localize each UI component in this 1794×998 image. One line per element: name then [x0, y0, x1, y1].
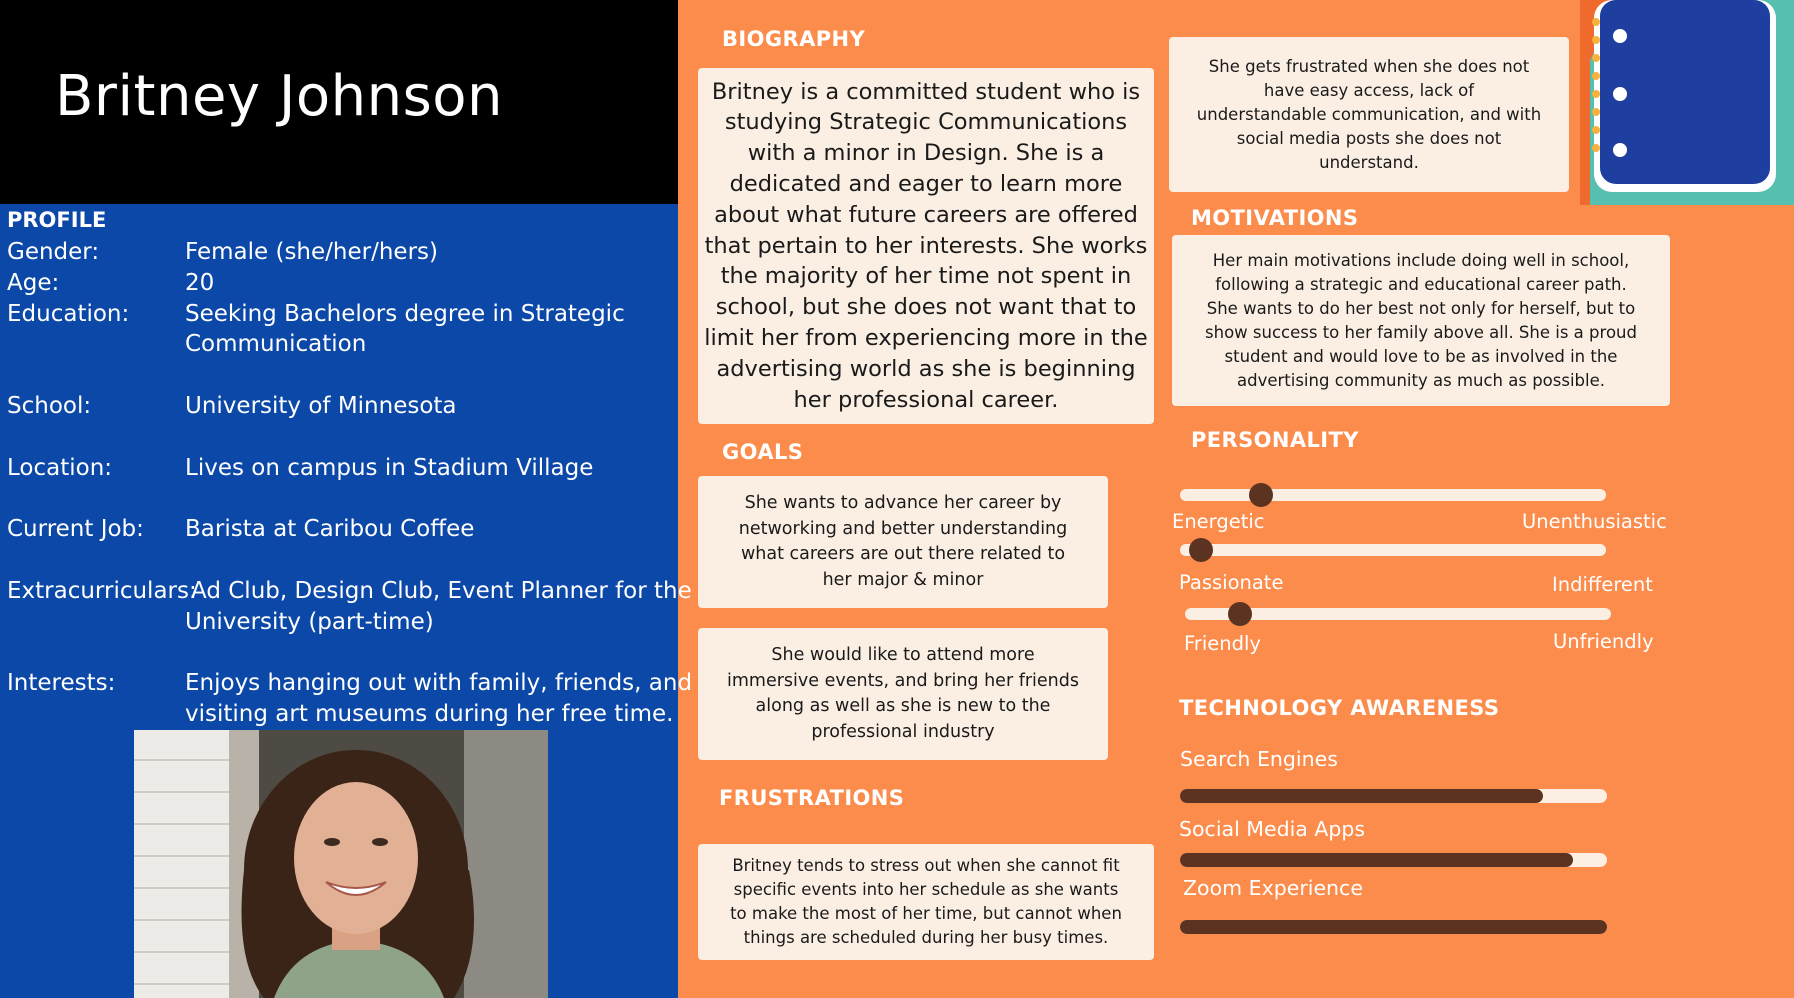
biography-line: limit her from experiencing more in the — [704, 324, 1148, 351]
tech-label-zoom: Zoom Experience — [1183, 876, 1363, 900]
trait-left-friendly: Friendly — [1184, 632, 1261, 655]
zoom-bar — [1180, 920, 1607, 934]
goals-heading: GOALS — [722, 440, 804, 464]
zoom-bar-fill — [1180, 920, 1607, 934]
frustration-line: to make the most of her time, but cannot when — [730, 904, 1122, 923]
biography-line: school, but she does not want that to — [715, 294, 1137, 321]
interests-value: Enjoys hanging out with family, friends, and — [185, 670, 693, 696]
gender-value: Female (she/her/hers) — [185, 239, 438, 265]
goal-line: her major & minor — [822, 569, 984, 590]
school-label: School: — [7, 393, 92, 419]
biography-line: dedicated and eager to learn more — [729, 171, 1123, 197]
biography-heading: BIOGRAPHY — [722, 27, 866, 51]
biography-line: advertising world as she is beginning — [716, 355, 1136, 382]
goal-card-2 — [698, 628, 1108, 760]
frustration-line: specific events into her schedule as she wants — [733, 880, 1119, 899]
extracurriculars-value: Ad Club, Design Club, Event Planner for the — [191, 578, 692, 604]
trait-left-passionate: Passionate — [1179, 571, 1284, 594]
biography-line: studying Strategic Communications — [724, 109, 1128, 136]
motivation-line: Her main motivations include doing well in school, — [1212, 250, 1630, 270]
biography-card — [698, 68, 1154, 424]
motivation-line: She wants to do her best not only for herself, but to — [1206, 298, 1636, 318]
frustration-line: understand. — [1319, 152, 1419, 172]
motivation-line: show success to her family above all. She is a proud — [1205, 322, 1637, 342]
social-media-bar-fill — [1180, 853, 1573, 867]
energetic-slider-track — [1180, 489, 1606, 501]
gender-label: Gender: — [7, 239, 100, 265]
frustration-line: understandable communication, and with — [1196, 104, 1542, 124]
frustration-line: She gets frustrated when she does not — [1208, 56, 1530, 76]
tech-label-search-engines: Search Engines — [1180, 747, 1338, 771]
trait-right-unenthusiastic: Unenthusiastic — [1522, 510, 1667, 533]
frustrations-heading: FRUSTRATIONS — [719, 786, 905, 810]
frustration-line: have easy access, lack of — [1263, 80, 1475, 100]
biography-line: Britney is a committed student who is — [711, 78, 1141, 105]
biography-line: her professional career. — [793, 386, 1059, 413]
motivation-line: advertising community as much as possible. — [1237, 370, 1605, 390]
school-value: University of Minnesota — [185, 393, 457, 419]
education-label: Education: — [7, 301, 130, 327]
job-label: Current Job: — [7, 516, 144, 542]
motivation-line: student and would love to be as involved in the — [1224, 346, 1618, 366]
portrait-image — [134, 730, 548, 998]
biography-line: with a minor in Design. She is a — [747, 140, 1105, 167]
trait-left-energetic: Energetic — [1172, 510, 1265, 533]
goal-line: what careers are out there related to — [740, 544, 1066, 564]
education-value-line2: Communication — [185, 331, 367, 357]
search-engines-bar-fill — [1180, 789, 1543, 803]
tech-label-social-media: Social Media Apps — [1179, 817, 1366, 841]
passionate-slider-knob — [1189, 538, 1213, 562]
frustration-card-2 — [698, 844, 1154, 960]
goal-line: immersive events, and bring her friends — [727, 670, 1079, 691]
notebook-icon — [1580, 0, 1794, 205]
motivations-card — [1172, 235, 1670, 406]
education-value: Seeking Bachelors degree in Strategic — [185, 301, 625, 327]
interests-label: Interests: — [7, 670, 116, 696]
trait-right-unfriendly: Unfriendly — [1553, 630, 1654, 653]
motivations-heading: MOTIVATIONS — [1191, 206, 1359, 230]
frustration-line: things are scheduled during her busy times. — [743, 928, 1109, 947]
persona-name: Britney Johnson — [55, 64, 504, 129]
job-value: Barista at Caribou Coffee — [185, 516, 475, 542]
energetic-slider-knob — [1249, 483, 1273, 507]
biography-line: about what future careers are offered — [714, 201, 1138, 228]
goal-line: networking and better understanding — [738, 518, 1068, 539]
personality-heading: PERSONALITY — [1191, 428, 1359, 452]
extracurriculars-label: Extracurriculars: — [7, 578, 197, 604]
extracurriculars-value-line2: University (part-time) — [185, 609, 434, 635]
age-label: Age: — [7, 270, 60, 296]
search-engines-bar — [1180, 789, 1607, 803]
persona-photo — [134, 730, 548, 998]
friendly-slider-knob — [1228, 602, 1252, 626]
goal-card-1 — [698, 476, 1108, 608]
biography-line: the majority of her time not spent in — [720, 263, 1132, 290]
goal-line: She wants to advance her career by — [744, 493, 1062, 513]
goal-line: professional industry — [811, 721, 995, 742]
trait-right-indifferent: Indifferent — [1552, 573, 1653, 596]
social-media-bar — [1180, 853, 1607, 867]
frustration-line: Britney tends to stress out when she cannot fit — [732, 856, 1120, 875]
passionate-slider-track — [1180, 544, 1606, 556]
biography-line: that pertain to her interests. She works — [704, 232, 1148, 259]
goal-line: along as well as she is new to the — [755, 696, 1051, 716]
location-value: Lives on campus in Stadium Village — [185, 455, 594, 481]
interests-value-line2: visiting art museums during her free time. — [185, 701, 674, 727]
age-value: 20 — [185, 270, 215, 296]
name-banner — [0, 0, 678, 204]
profile-panel — [0, 0, 693, 998]
goal-line: She would like to attend more — [771, 645, 1035, 665]
friendly-slider-track — [1185, 608, 1611, 620]
profile-heading: PROFILE — [7, 208, 107, 232]
motivation-line: following a strategic and educational career path. — [1215, 274, 1627, 294]
technology-heading: TECHNOLOGY AWARENESS — [1179, 696, 1500, 720]
location-label: Location: — [7, 455, 113, 481]
frustration-card-1 — [1169, 37, 1569, 192]
frustration-line: social media posts she does not — [1236, 128, 1502, 148]
